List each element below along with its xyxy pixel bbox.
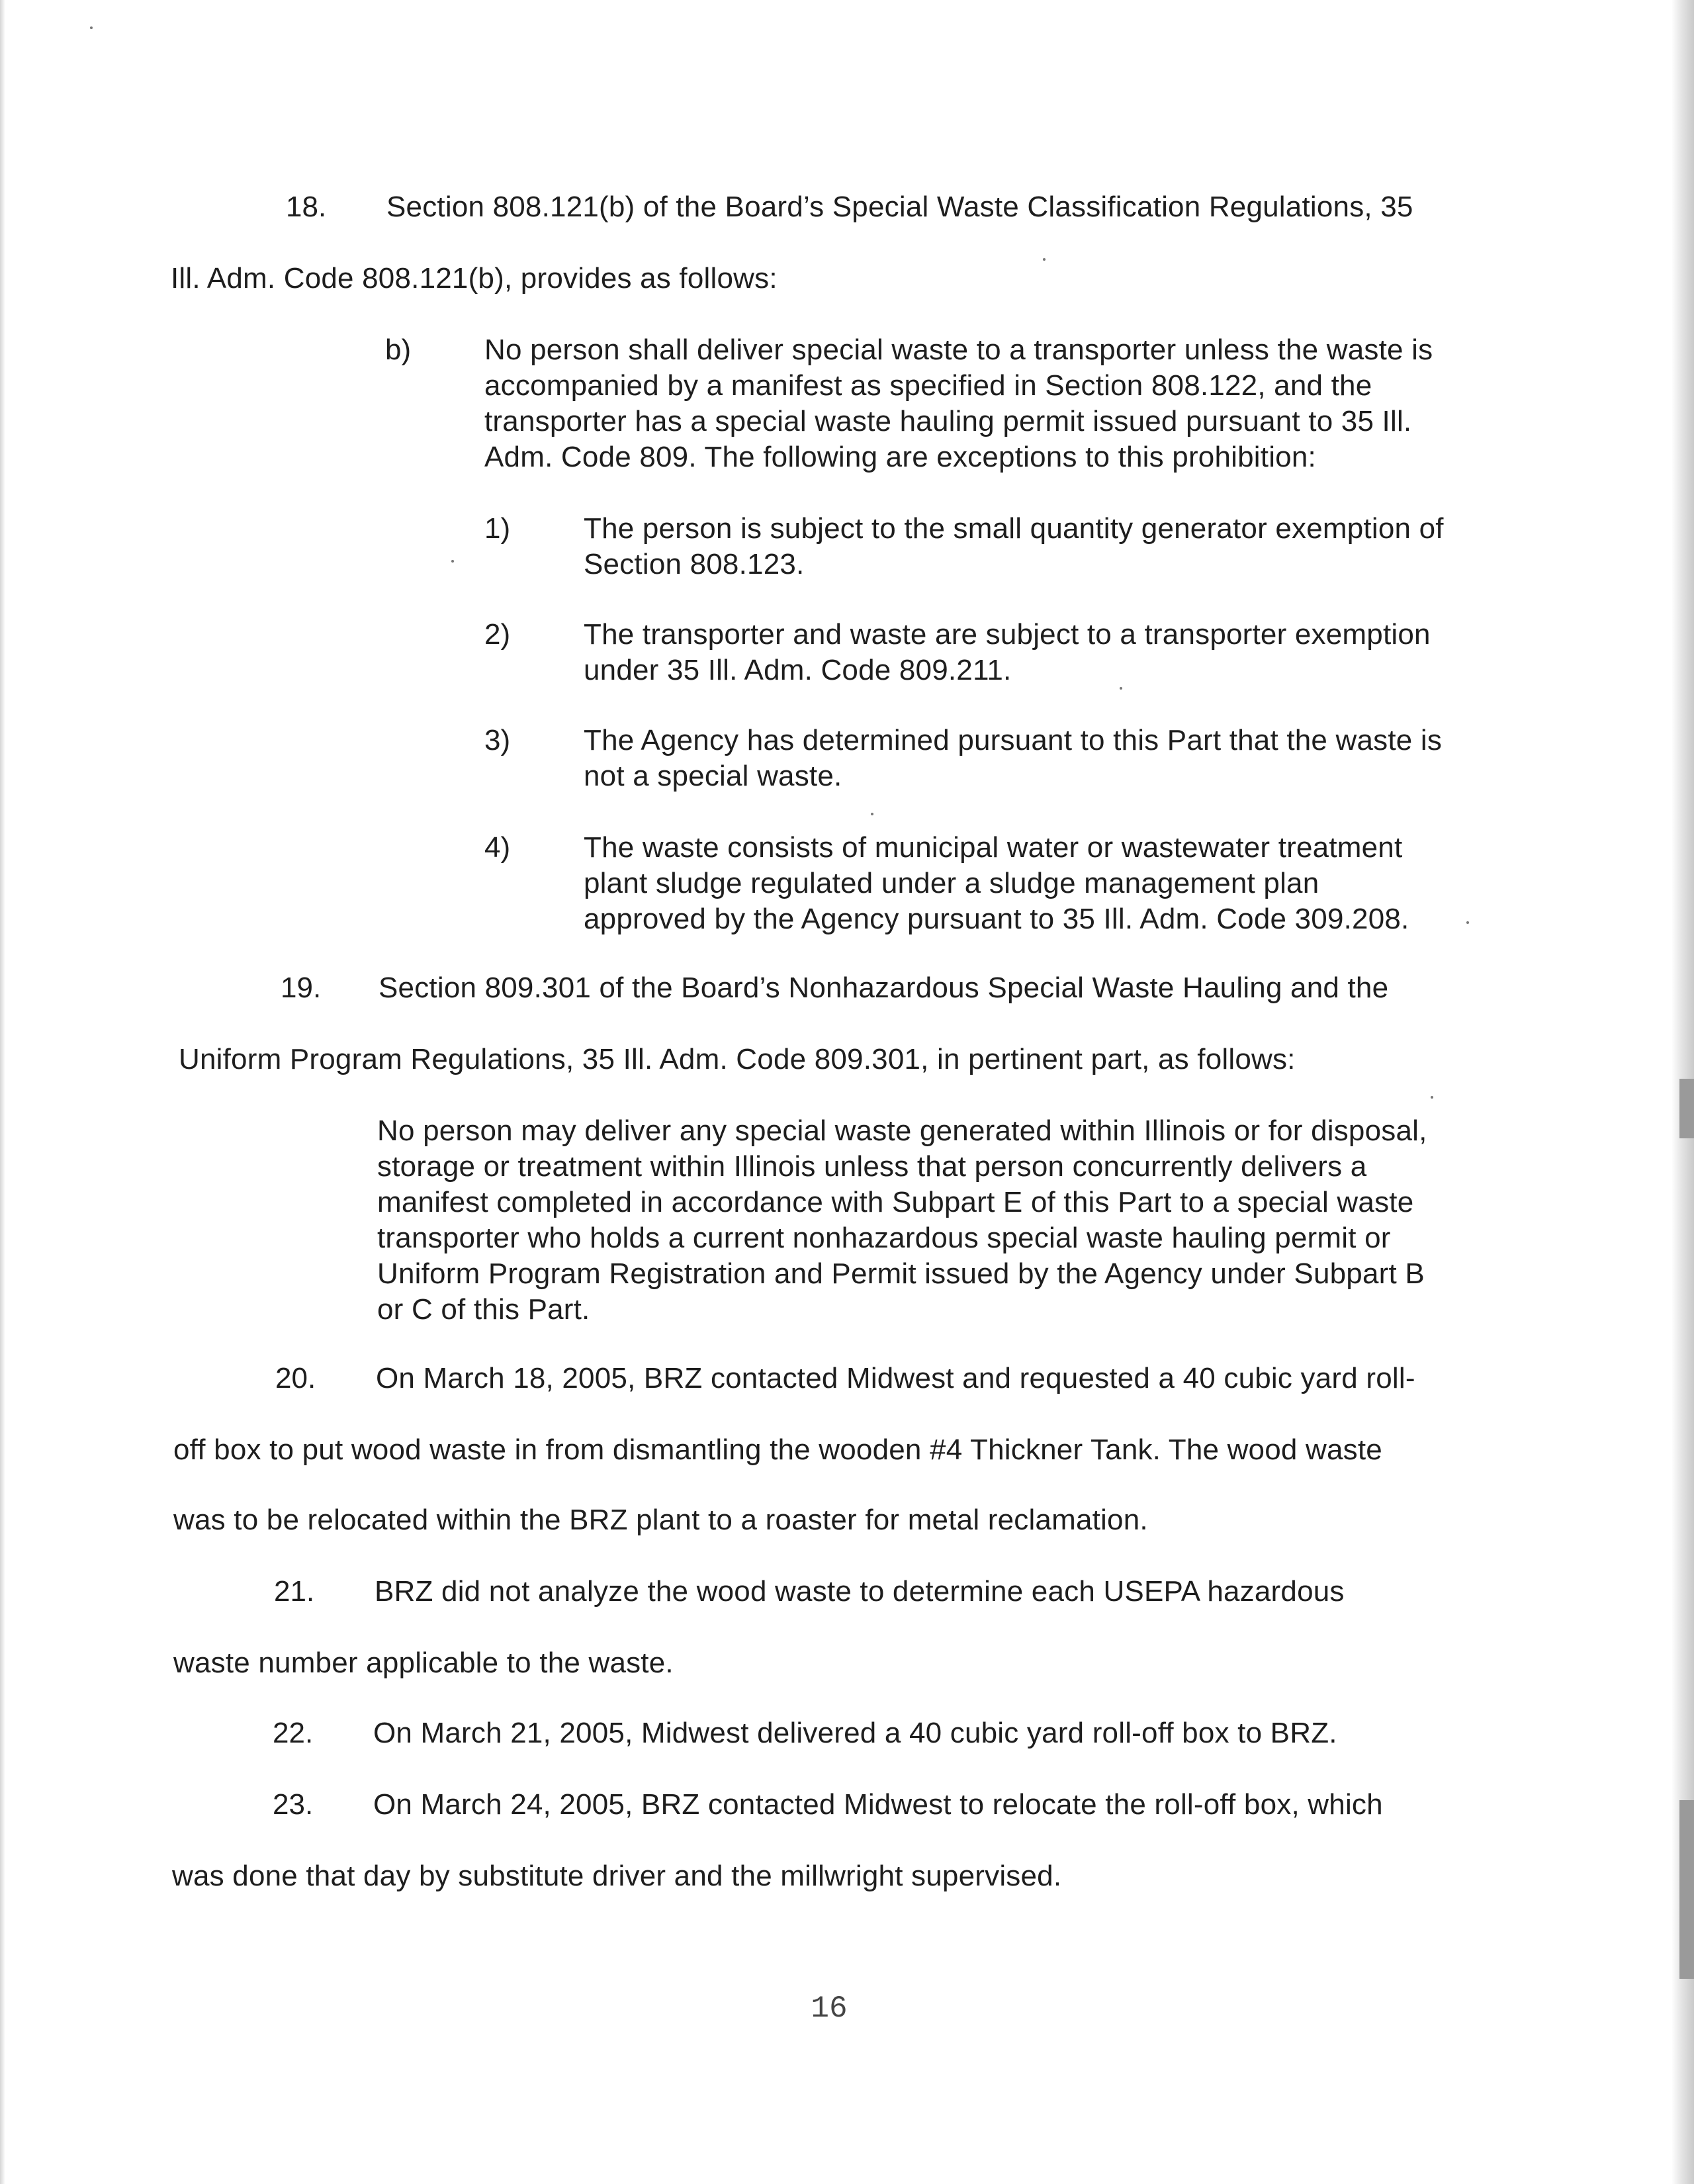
list-item-text-line: under 35 Ill. Adm. Code 809.211. <box>584 654 1012 686</box>
paragraph-text-line: On March 21, 2005, Midwest delivered a 40 cubic yard roll-off box to BRZ. <box>373 1717 1337 1749</box>
paragraph-number: 22. <box>273 1717 314 1749</box>
paragraph-text-line: Section 808.121(b) of the Board’s Special Waste Classification Regulations, 35 <box>386 191 1413 223</box>
paragraph-text-line: off box to put wood waste in from dismantling the wooden #4 Thickner Tank. The wood waste <box>173 1433 1382 1466</box>
quote-text-line: Uniform Program Registration and Permit issued by the Agency under Subpart B <box>377 1257 1425 1290</box>
list-item-text-line: The transporter and waste are subject to a transporter exemption <box>584 618 1431 651</box>
scan-speck <box>1431 1096 1433 1099</box>
scan-speck <box>1043 258 1046 261</box>
page-number: 16 <box>811 1991 848 2026</box>
paragraph-text-line: Section 809.301 of the Board’s Nonhazardous Special Waste Hauling and the <box>379 972 1389 1004</box>
scan-speck <box>871 813 873 815</box>
list-item-text-line: The Agency has determined pursuant to this Part that the waste is <box>584 724 1443 756</box>
list-item-text-line: not a special waste. <box>584 760 842 792</box>
scan-speck <box>90 26 93 29</box>
paragraph-text-line: BRZ did not analyze the wood waste to determine each USEPA hazardous <box>375 1575 1345 1608</box>
paragraph-text-line: was done that day by substitute driver and the millwright supervised. <box>172 1860 1062 1892</box>
list-item-text-line: The waste consists of municipal water or wastewater treatment <box>584 831 1403 864</box>
scan-speck <box>1466 921 1469 924</box>
paragraph-text-line: Uniform Program Regulations, 35 Ill. Adm. Code 809.301, in pertinent part, as follows: <box>179 1043 1296 1075</box>
quote-text-line: No person shall deliver special waste to a transporter unless the waste is <box>484 334 1433 366</box>
quote-text-line: transporter who holds a current nonhazardous special waste hauling permit or <box>377 1222 1391 1254</box>
quote-text-line: Adm. Code 809. The following are exceptions to this prohibition: <box>484 441 1316 473</box>
quote-text-line: No person may deliver any special waste generated within Illinois or for disposal, <box>377 1115 1427 1147</box>
quote-text-line: or C of this Part. <box>377 1293 590 1326</box>
quote-text-line: transporter has a special waste hauling permit issued pursuant to 35 Ill. <box>484 405 1412 437</box>
paragraph-number: 18. <box>286 191 327 223</box>
list-item-text-line: Section 808.123. <box>584 548 805 580</box>
scan-speck <box>1120 687 1122 690</box>
paragraph-number: 23. <box>273 1788 314 1821</box>
scan-speck <box>451 560 454 563</box>
paragraph-text-line: waste number applicable to the waste. <box>173 1647 674 1679</box>
list-item-label: 1) <box>484 512 511 545</box>
paragraph-text-line: was to be relocated within the BRZ plant to a roaster for metal reclamation. <box>173 1504 1148 1536</box>
paragraph-number: 19. <box>281 972 322 1004</box>
list-item-label: 4) <box>484 831 511 864</box>
quote-text-line: accompanied by a manifest as specified in Section 808.122, and the <box>484 369 1372 402</box>
list-item-label: 3) <box>484 724 511 756</box>
scan-shadow-band <box>1679 1800 1694 1979</box>
paragraph-number: 20. <box>275 1362 316 1394</box>
paragraph-text-line: On March 18, 2005, BRZ contacted Midwest and requested a 40 cubic yard roll- <box>376 1362 1415 1394</box>
quote-text-line: manifest completed in accordance with Subpart E of this Part to a special waste <box>377 1186 1414 1218</box>
scan-left-edge <box>0 0 5 2184</box>
quote-label: b) <box>385 334 412 366</box>
list-item-text-line: plant sludge regulated under a sludge management plan <box>584 867 1319 899</box>
list-item-text-line: approved by the Agency pursuant to 35 Ill. Adm. Code 309.208. <box>584 903 1409 935</box>
scan-shadow-band <box>1679 1079 1694 1138</box>
quote-text-line: storage or treatment within Illinois unless that person concurrently delivers a <box>377 1150 1367 1183</box>
list-item-label: 2) <box>484 618 511 651</box>
paragraph-text-line: Ill. Adm. Code 808.121(b), provides as follows: <box>171 262 778 295</box>
list-item-text-line: The person is subject to the small quantity generator exemption of <box>584 512 1444 545</box>
paragraph-text-line: On March 24, 2005, BRZ contacted Midwest to relocate the roll-off box, which <box>373 1788 1383 1821</box>
paragraph-number: 21. <box>274 1575 315 1608</box>
